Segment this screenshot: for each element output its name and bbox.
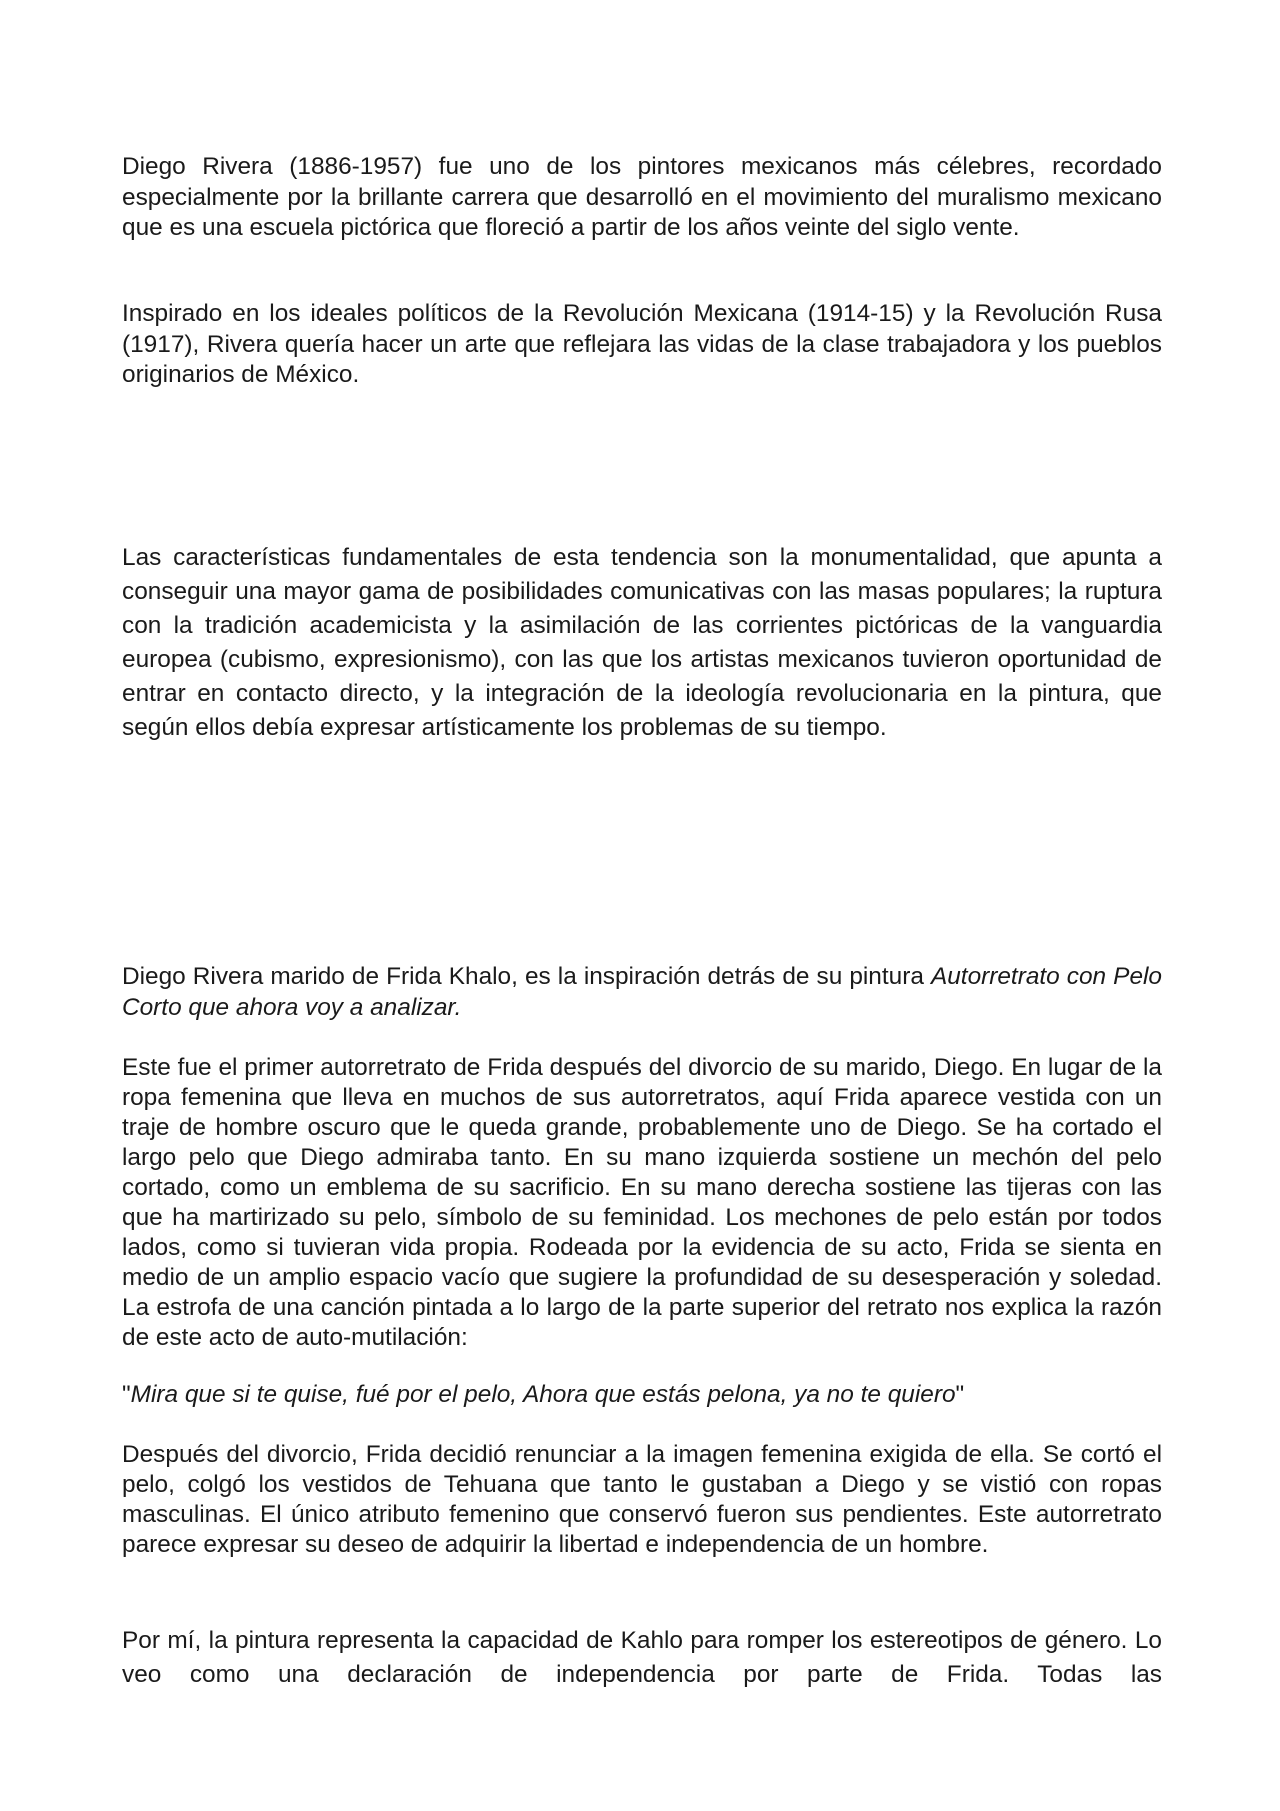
quote-open-mark: " <box>122 1381 131 1408</box>
paragraph-self-portrait-analysis: Este fue el primer autorretrato de Frida después del divorcio de su marido, Diego. En lugar de la ropa femenina que lleva en muchos de sus autorretratos, aquí Frida aparece vestida con un traje de hombre oscuro que le queda grande, probablemente uno de Diego. Se ha cortado el largo pelo que Diego admiraba tanto. En su mano izquierda sostiene un mechón del pelo cortado, como un emblema de su sacrificio. En su mano derecha sostiene las tijeras con las que ha martirizado su pelo, símbolo de su feminidad. Los mechones de pelo están por todos lados, como si tuvieran vida propia. Rodeada por la evidencia de su acto, Frida se sienta en medio de un amplio espacio vacío que sugiere la profundidad de su desesperación y soledad. La estrofa de una canción pintada a lo largo de la parte superior del retrato nos explica la razón de este acto de auto-mutilación: <box>122 1054 1162 1351</box>
inspiration-lead-text: Diego Rivera marido de Frida Khalo, es la inspiración detrás de su pintura <box>122 963 931 990</box>
paragraph-rivera-intro: Diego Rivera (1886-1957) fue uno de los pintores mexicanos más célebres, recordado especialmente por la brillante carrera que desarrolló en el movimiento del muralismo mexicano que es una escuela pictórica que floreció a partir de los años veinte del siglo vente. <box>122 153 1162 241</box>
song-quote-text: Mira que si te quise, fué por el pelo, Ahora que estás pelona, ya no te quiero <box>130 1381 956 1408</box>
song-quote <box>122 1380 1162 1411</box>
paragraph-muralism-characteristics: Las características fundamentales de esta tendencia son la monumentalidad, que apunta a conseguir una mayor gama de posibilidades comunicativas con las masas populares; la ruptura con la tradición academicista y la asimilación de las corrientes pictóricas de la vanguardia europea (cubismo, expresionismo), con las que los artistas mexicanos tuvieron oportunidad de entrar en contacto directo, y la integración de la ideología revolucionaria en la pintura, que según ellos debía expresar artísticamente los problemas de su tiempo. <box>122 544 1162 741</box>
quote-close-mark: " <box>955 1381 965 1408</box>
paragraph-painting-inspiration <box>122 962 1162 1023</box>
paragraph-after-divorce: Después del divorcio, Frida decidió renunciar a la imagen femenina exigida de ella. Se cortó el pelo, colgó los vestidos de Tehuana que tanto le gustaban a Diego y se vistió con ropas masculinas. El único atributo femenino que conservó fueron sus pendientes. Este autorretrato parece expresar su deseo de adquirir la libertad e independencia de un hombre. <box>122 1441 1162 1558</box>
paragraph-personal-view: Por mí, la pintura representa la capacidad de Kahlo para romper los estereotipos de género. Lo veo como una declaración de independencia por parte de Frida. Todas las <box>122 1627 1162 1688</box>
painting-title-italic: Autorretrato con Pelo Corto que ahora voy a analizar. <box>122 963 1162 1021</box>
paragraph-revolution-ideals: Inspirado en los ideales políticos de la Revolución Mexicana (1914-15) y la Revolución Rusa (1917), Rivera quería hacer un arte que reflejara las vidas de la clase trabajadora y los pueblos originarios de México. <box>122 300 1162 388</box>
